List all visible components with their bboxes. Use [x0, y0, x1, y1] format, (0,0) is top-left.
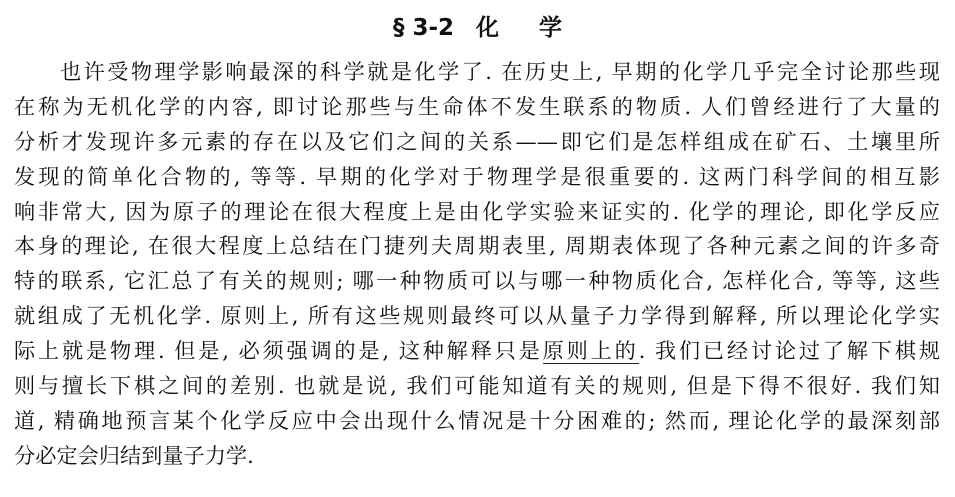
body-paragraph — [14, 55, 940, 474]
text-segment: 际上就是物理. 但是, 必须强调的是, 这种解释只是 — [14, 338, 543, 364]
text-line: 分必定会归结到量子力学. — [14, 442, 254, 468]
text-line-with-emphasis — [14, 334, 940, 369]
section-number: § 3-2 — [392, 15, 455, 41]
text-line: 就组成了无机化学. 原则上, 所有这些规则最终可以从量子力学得到解释, 所以理论化学实 — [14, 303, 940, 329]
text-line: 本身的理论, 在很大程度上总结在门捷列夫周期表里, 周期表体现了各种元素之间的许多奇 — [14, 233, 940, 259]
text-line: 也许受物理学影响最深的科学就是化学了. 在历史上, 早期的化学几乎完全讨论那些现 — [60, 59, 940, 84]
text-line: 在称为无机化学的内容, 即讨论那些与生命体不发生联系的物质. 人们曾经进行了大量的 — [14, 93, 940, 119]
text-line: 则与擅长下棋之间的差别. 也就是说, 我们可能知道有关的规则, 但是下得不很好. 我们知 — [14, 373, 940, 399]
text-line: 响非常大, 因为原子的理论在很大程度上是由化学实验来证实的. 化学的理论, 即化学反应 — [14, 198, 940, 224]
section-title: 化学 — [476, 15, 603, 41]
text-line: 发现的简单化合物的, 等等. 早期的化学对于物理学是很重要的. 这两门科学间的相互影 — [14, 163, 940, 189]
text-segment: . 我们已经讨论过了解下棋规 — [638, 338, 940, 364]
text-line: 道, 精确地预言某个化学反应中会出现什么情况是十分困难的; 然而, 理论化学的最深刻部 — [14, 407, 940, 433]
text-line: 特的联系, 它汇总了有关的规则; 哪一种物质可以与哪一种物质化合, 怎样化合, 等等, 这些 — [14, 268, 940, 294]
underlined-phrase: 原则上的 — [542, 338, 639, 364]
text-line: 分析才发现许多元素的存在以及它们之间的关系——即它们是怎样组成在矿石、土壤里所 — [14, 128, 940, 154]
section-heading — [0, 8, 955, 48]
